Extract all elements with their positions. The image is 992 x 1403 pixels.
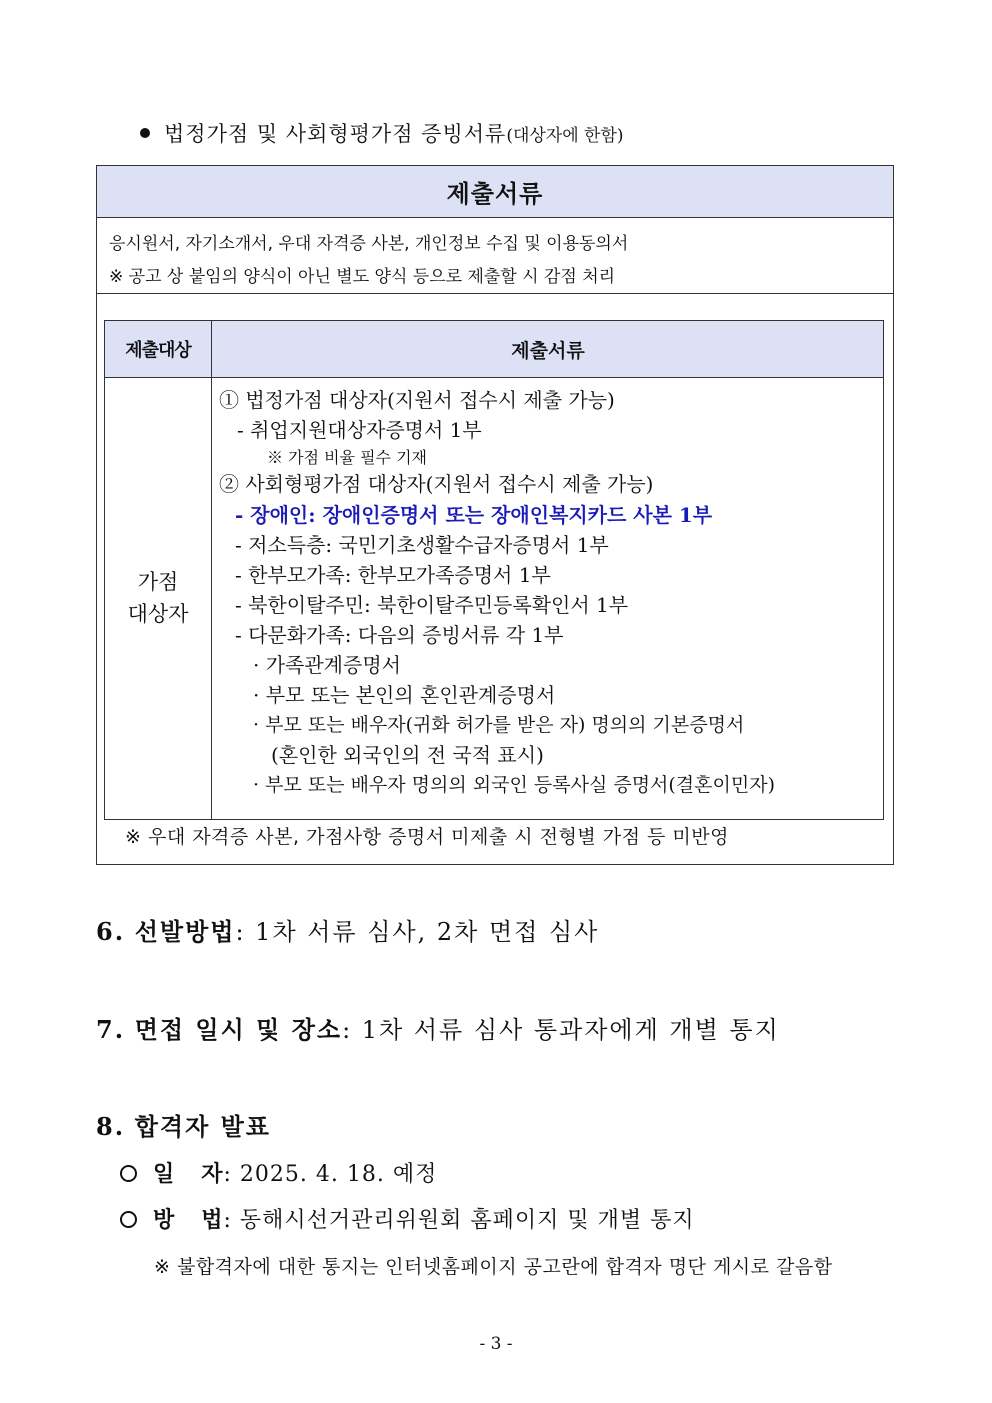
item-text: : 동해시선거관리위원회 홈페이지 및 개별 통지 <box>223 1208 695 1233</box>
list-subitem: · 부모 또는 본인의 혼인관계증명서 <box>253 683 556 707</box>
list-item: - 북한이탈주민: 북한이탈주민등록확인서 1부 <box>235 593 629 617</box>
list-item-highlighted: - 장애인: 장애인증명서 또는 장애인복지카드 사본 1부 <box>235 503 713 527</box>
section-text: : 1차 서류 심사, 2차 면접 심사 <box>235 918 600 946</box>
list-subitem: · 가족관계증명서 <box>253 653 401 677</box>
item-text: : 2025. 4. 18. 예정 <box>223 1162 438 1187</box>
section-number: 8. <box>96 1112 126 1141</box>
section-number: 6. <box>96 917 126 946</box>
row-label-bonus-target <box>105 377 211 819</box>
section-heading: 면접 일시 및 장소 <box>134 1015 343 1044</box>
failed-applicants-note: ※ 불합격자에 대한 통지는 인터넷홈페이지 공고란에 합격자 명단 게시로 갈음함 <box>154 1256 833 1278</box>
section-heading: 선발방법 <box>134 917 236 946</box>
submission-box-info <box>97 218 893 294</box>
list-item: - 다문화가족: 다음의 증빙서류 각 1부 <box>235 623 564 647</box>
section-number: 7. <box>96 1015 126 1044</box>
social-bonus-heading: ② 사회형평가점 대상자(지원서 접수시 제출 가능) <box>219 472 654 496</box>
row-label-line: 가점 <box>137 570 179 594</box>
section-heading: 합격자 발표 <box>134 1112 271 1141</box>
legal-bonus-heading: ① 법정가점 대상자(지원서 접수시 제출 가능) <box>219 388 615 412</box>
section-6 <box>96 912 599 947</box>
header-documents-cell: 제출서류 <box>511 339 585 362</box>
required-documents-line: 응시원서, 자기소개서, 우대 자격증 사본, 개인정보 수집 및 이용동의서 <box>109 234 629 254</box>
list-subitem: · 부모 또는 배우자(귀화 허가를 받은 자) 명의의 기본증명서 <box>253 714 745 736</box>
item-label: 방 법 <box>153 1207 224 1233</box>
list-note: ※ 가점 비율 필수 기재 <box>267 448 427 467</box>
announcement-method-item <box>120 1203 695 1234</box>
bullet-dot-icon <box>140 128 150 138</box>
bullet-text: 법정가점 및 사회형평가점 증빙서류 <box>164 122 507 146</box>
penalty-note-line: ※ 공고 상 붙임의 양식이 아닌 별도 양식 등으로 제출할 시 감점 처리 <box>109 267 616 287</box>
announcement-date-item <box>120 1157 437 1188</box>
list-subitem-continuation: (혼인한 외국인의 전 국적 표시) <box>271 743 544 767</box>
list-item: - 취업지원대상자증명서 1부 <box>237 418 482 442</box>
list-item: - 저소득층: 국민기초생활수급자증명서 1부 <box>235 533 609 557</box>
bonus-documents-table <box>104 320 884 820</box>
submission-box-footnote: ※ 우대 자격증 사본, 가점사항 증명서 미제출 시 전형별 가점 등 미반영 <box>125 826 729 848</box>
attachment-bullet <box>140 118 624 148</box>
table-column-divider <box>211 321 212 819</box>
submission-documents-box <box>96 165 894 865</box>
section-7 <box>96 1010 780 1045</box>
item-label: 일 자 <box>153 1161 224 1187</box>
header-target-cell: 제출대상 <box>125 340 191 361</box>
hollow-circle-icon <box>120 1211 137 1228</box>
list-subitem: · 부모 또는 배우자 명의의 외국인 등록사실 증명서(결혼이민자) <box>253 774 775 796</box>
submission-box-title: 제출서류 <box>97 166 893 218</box>
section-text: : 1차 서류 심사 통과자에게 개별 통지 <box>342 1016 780 1044</box>
list-item: - 한부모가족: 한부모가족증명서 1부 <box>235 563 551 587</box>
section-8 <box>96 1107 271 1142</box>
bullet-note: (대상자에 한함) <box>506 126 624 146</box>
hollow-circle-icon <box>120 1165 137 1182</box>
page-number: - 3 - <box>479 1334 513 1354</box>
row-label-line: 대상자 <box>127 602 189 626</box>
